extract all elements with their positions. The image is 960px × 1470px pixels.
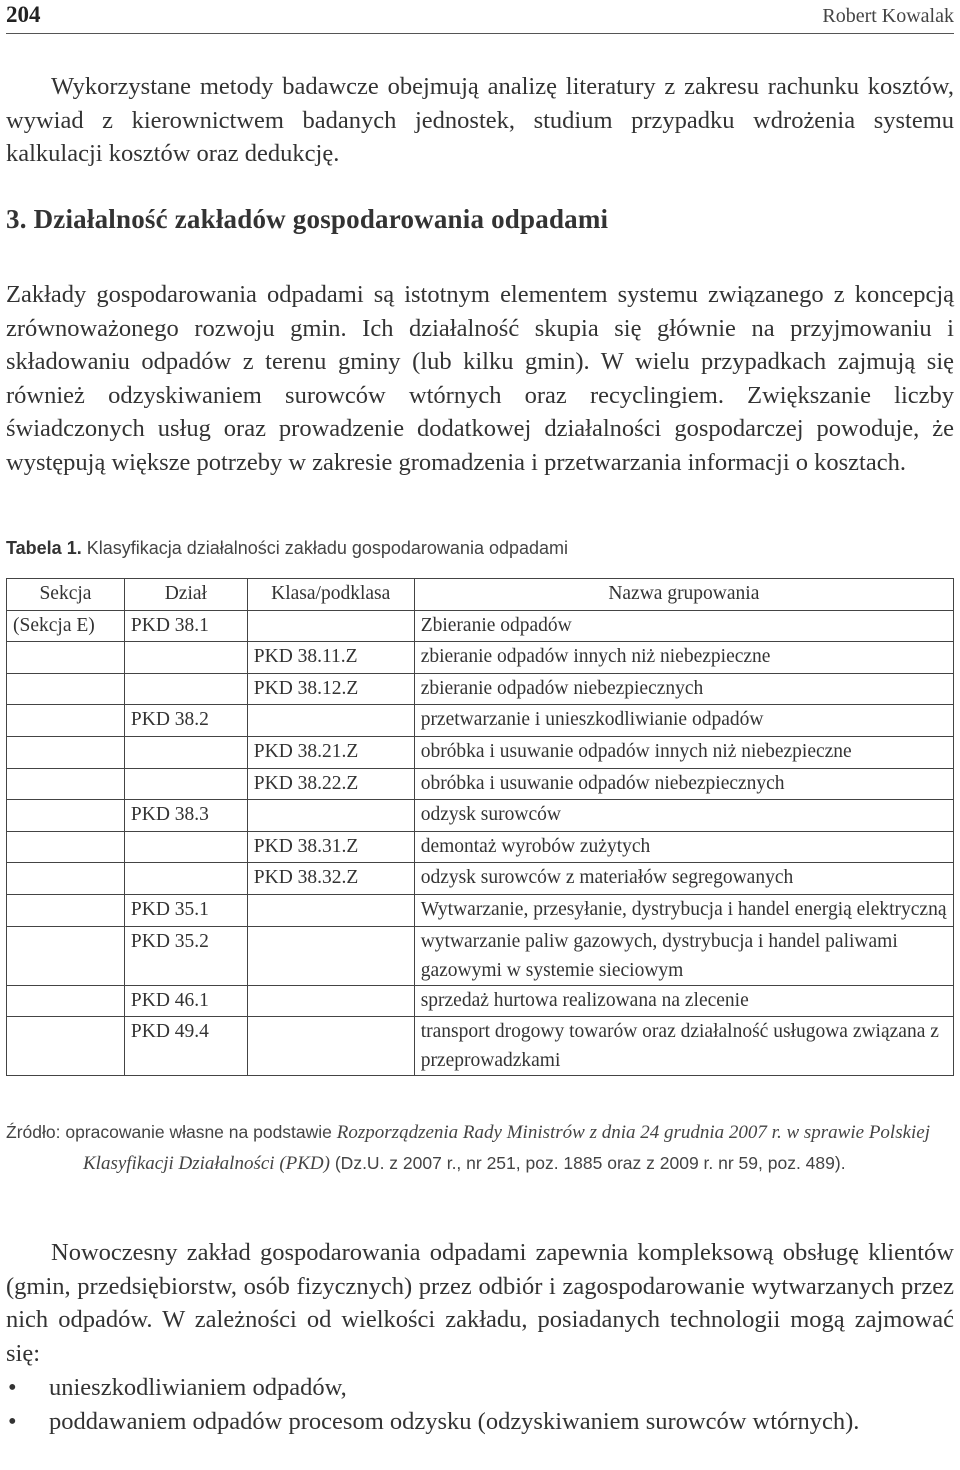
- section-paragraph: Zakłady gospodarowania odpadami są istotnym elementem systemu związanego z koncepcją zrównoważonego rozwoju gmin. Ich działalność skupia się głównie na przyjmowaniu i składowaniu odpadów z terenu gminy (lub kilku gmin). W wielu przypadkach zajmują się również odzyskiwaniem surowców wtórnych oraz recyclingiem. Zwiększanie liczby świadczonych usług oraz prowadzenie dodatkowej działalności gospodarczej powoduje, że występują większe potrzeby w zakresie gromadzenia i przetwarzania informacji o kosztach.: [6, 281, 954, 476]
- cell-dzial: PKD 38.2: [124, 705, 247, 737]
- cell-sekcja: [7, 926, 125, 985]
- bullet-list: [6, 1371, 954, 1438]
- source-label: Źródło:: [6, 1122, 61, 1142]
- table-row: [7, 736, 954, 768]
- column-header-sekcja: Sekcja: [7, 579, 125, 611]
- cell-nazwa: obróbka i usuwanie odpadów innych niż niebezpieczne: [414, 736, 953, 768]
- bullet-icon: •: [8, 1407, 17, 1435]
- section-heading: 3. Działalność zakładów gospodarowania odpadami: [6, 204, 609, 234]
- cell-nazwa: zbieranie odpadów niebezpiecznych: [414, 673, 953, 705]
- table-row: [7, 768, 954, 800]
- table-row: [7, 705, 954, 737]
- column-header-klasa: Klasa/podklasa: [247, 579, 414, 611]
- cell-dzial: [124, 736, 247, 768]
- cell-klasa: PKD 38.12.Z: [247, 673, 414, 705]
- cell-sekcja: [7, 768, 125, 800]
- bullet-icon: •: [8, 1374, 17, 1401]
- cell-klasa: [247, 610, 414, 642]
- table-row: [7, 610, 954, 642]
- cell-dzial: PKD 35.2: [124, 926, 247, 985]
- cell-klasa: PKD 38.11.Z: [247, 642, 414, 674]
- cell-nazwa: obróbka i usuwanie odpadów niebezpiecznych: [414, 768, 953, 800]
- cell-dzial: PKD 49.4: [124, 1017, 247, 1076]
- cell-dzial: [124, 768, 247, 800]
- list-item-text: unieszkodliwianiem odpadów,: [49, 1374, 347, 1401]
- table-row: [7, 894, 954, 926]
- cell-klasa: [247, 705, 414, 737]
- source-reference: (Dz.U. z 2007 r., nr 251, poz. 1885 oraz z 2009 r. nr 59, poz. 489).: [334, 1153, 846, 1173]
- cell-sekcja: [7, 673, 125, 705]
- list-item-text: poddawaniem odpadów procesom odzysku (odzyskiwaniem surowców wtórnych).: [49, 1407, 860, 1435]
- cell-klasa: [247, 1017, 414, 1076]
- page-number: 204: [6, 2, 41, 27]
- cell-sekcja: [7, 642, 125, 674]
- cell-dzial: PKD 35.1: [124, 894, 247, 926]
- cell-sekcja: [7, 705, 125, 737]
- cell-dzial: PKD 38.1: [124, 610, 247, 642]
- table-row: [7, 926, 954, 985]
- table-row: [7, 800, 954, 832]
- cell-klasa: PKD 38.31.Z: [247, 831, 414, 863]
- cell-dzial: [124, 863, 247, 895]
- table-row: [7, 831, 954, 863]
- column-header-nazwa: Nazwa grupowania: [414, 579, 953, 611]
- cell-sekcja: [7, 894, 125, 926]
- running-author: Robert Kowalak: [822, 5, 954, 27]
- cell-nazwa: demontaż wyrobów zużytych: [414, 831, 953, 863]
- cell-sekcja: [7, 800, 125, 832]
- cell-nazwa: transport drogowy towarów oraz działalność usługowa związana z przeprowadzkami: [414, 1017, 953, 1076]
- source-text: opracowanie własne na podstawie: [65, 1122, 332, 1142]
- table-row: [7, 642, 954, 674]
- table-caption: [6, 538, 568, 559]
- cell-sekcja: [7, 736, 125, 768]
- cell-sekcja: [7, 1017, 125, 1076]
- cell-nazwa: zbieranie odpadów innych niż niebezpieczne: [414, 642, 953, 674]
- table-caption-label: Tabela 1.: [6, 538, 82, 558]
- cell-klasa: [247, 800, 414, 832]
- cell-dzial: [124, 831, 247, 863]
- cell-klasa: PKD 38.32.Z: [247, 863, 414, 895]
- cell-dzial: PKD 38.3: [124, 800, 247, 832]
- table-caption-text: Klasyfikacja działalności zakładu gospodarowania odpadami: [86, 538, 569, 558]
- list-item: [6, 1405, 954, 1439]
- classification-table: [6, 578, 954, 1076]
- closing-paragraph: Nowoczesny zakład gospodarowania odpadami zapewnia kompleksową obsługę klientów (gmin, przedsiębiorstw, osób fizycznych) przez odbiór i zagospodarowanie wytwarzanych przez nich odpadów. W zależności od wielkości zakładu, posiadanych technologii mogą zajmować się:: [6, 1239, 954, 1367]
- cell-nazwa: przetwarzanie i unieszkodliwianie odpadów: [414, 705, 953, 737]
- table-source-note: [6, 1117, 954, 1179]
- cell-klasa: PKD 38.21.Z: [247, 736, 414, 768]
- column-header-dzial: Dział: [124, 579, 247, 611]
- cell-nazwa: odzysk surowców: [414, 800, 953, 832]
- table-row: [7, 673, 954, 705]
- intro-paragraph: Wykorzystane metody badawcze obejmują analizę literatury z zakresu rachunku kosztów, wywiad z kierownictwem badanych jednostek, studium przypadku wdrożenia systemu kalkulacji kosztów oraz dedukcję.: [6, 73, 954, 167]
- cell-dzial: PKD 46.1: [124, 985, 247, 1017]
- table-header-row: [7, 579, 954, 611]
- running-header: [6, 0, 954, 34]
- cell-sekcja: [7, 985, 125, 1017]
- table-row: [7, 863, 954, 895]
- cell-nazwa: odzysk surowców z materiałów segregowanych: [414, 863, 953, 895]
- cell-klasa: [247, 985, 414, 1017]
- cell-sekcja: [7, 831, 125, 863]
- table-row: [7, 985, 954, 1017]
- cell-nazwa: Wytwarzanie, przesyłanie, dystrybucja i handel energią elektryczną: [414, 894, 953, 926]
- cell-nazwa: Zbieranie odpadów: [414, 610, 953, 642]
- list-item: [6, 1371, 954, 1405]
- cell-dzial: [124, 642, 247, 674]
- cell-klasa: [247, 894, 414, 926]
- cell-sekcja: [7, 863, 125, 895]
- cell-nazwa: wytwarzanie paliw gazowych, dystrybucja i handel paliwami gazowymi w systemie sieciowym: [414, 926, 953, 985]
- cell-nazwa: sprzedaż hurtowa realizowana na zlecenie: [414, 985, 953, 1017]
- table-row: [7, 1017, 954, 1076]
- cell-klasa: [247, 926, 414, 985]
- source-citation: Rozporządzenia Rady Ministrów z dnia 24 grudnia 2007 r. w sprawie Polskiej Klasyfikacji Działalności (PKD): [83, 1122, 931, 1174]
- cell-dzial: [124, 673, 247, 705]
- cell-klasa: PKD 38.22.Z: [247, 768, 414, 800]
- cell-sekcja: (Sekcja E): [7, 610, 125, 642]
